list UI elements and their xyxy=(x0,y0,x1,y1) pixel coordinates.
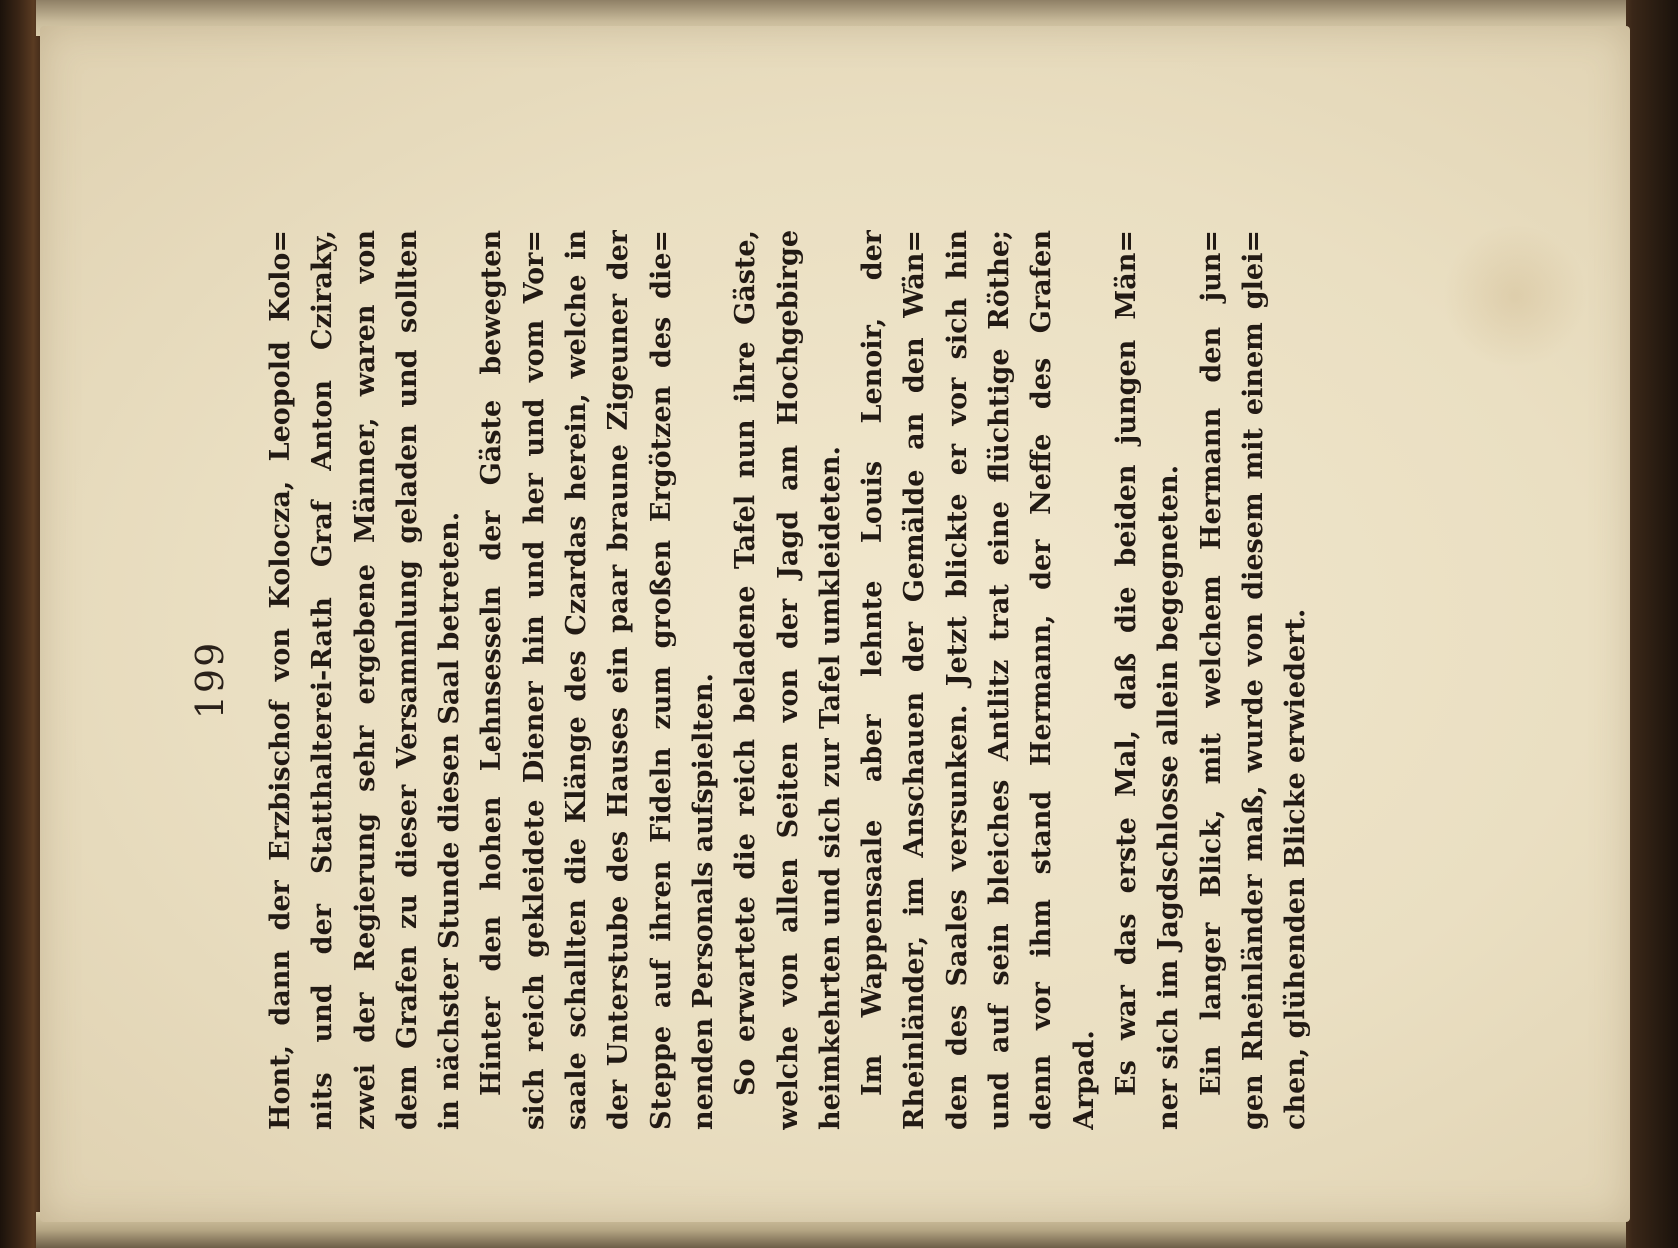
text-line: Arpad. xyxy=(1068,1030,1100,1130)
page-number: 199 xyxy=(188,640,232,720)
text-line: heimkehrten und sich zur Tafel umkleideten. xyxy=(814,446,846,1130)
text-line: chen, glühenden Blicke erwiedert. xyxy=(1280,608,1312,1130)
text-line: Ein langer Blick, mit welchem Hermann den jun= xyxy=(1195,230,1227,1096)
text-line: gen Rheinländer maß, wurde von diesem mit einem glei= xyxy=(1237,230,1269,1130)
text-line: dem Grafen zu dieser Versammlung geladen und sollten xyxy=(391,230,423,1130)
text-line: sich reich gekleidete Diener hin und her und vom Vor= xyxy=(518,230,550,1130)
text-line: zwei der Regierung sehr ergebene Männer, waren von xyxy=(349,230,381,1130)
text-line: der Unterstube des Hauses ein paar braune Zigeuner der xyxy=(603,230,635,1130)
text-line: Es war das erste Mal, daß die beiden jungen Män= xyxy=(1110,230,1142,1096)
text-line: denn vor ihm stand Hermann, der Neffe des Grafen xyxy=(1026,230,1058,1130)
text-line: nenden Personals aufspielten. xyxy=(687,673,719,1130)
paper-stain xyxy=(1440,226,1590,366)
text-line: nits und der Statthalterei-Rath Graf Anton Cziraky, xyxy=(307,230,339,1130)
page-text-area xyxy=(160,230,1310,1130)
text-line: welche von allen Seiten von der Jagd am Hochgebirge xyxy=(772,230,804,1130)
text-line: Im Wappensaale aber lehnte Louis Lenoir, der xyxy=(857,230,889,1096)
text-line: und auf sein bleiches Antlitz trat eine flüchtige Röthe; xyxy=(984,230,1016,1130)
text-line: Hinter den hohen Lehnsesseln der Gäste bewegten xyxy=(476,230,508,1096)
text-line: Rheinländer, im Anschauen der Gemälde an den Wän= xyxy=(899,230,931,1130)
text-line: Hont, dann der Erzbischof von Kolocza, Leopold Kolo= xyxy=(265,230,296,1130)
text-line: So erwartete die reich beladene Tafel nun ihre Gäste, xyxy=(730,230,762,1096)
text-line: Steppe auf ihren Fideln zum großen Ergötzen des die= xyxy=(645,230,677,1130)
text-line: saale schallten die Klänge des Czardas herein, welche in xyxy=(561,230,593,1130)
text-line: ner sich im Jagdschlosse allein begegneten. xyxy=(1153,464,1185,1130)
body-text xyxy=(260,230,1317,1130)
text-line: den des Saales versunken. Jetzt blickte er vor sich hin xyxy=(941,230,973,1130)
text-line: in nächster Stunde diesen Saal betreten. xyxy=(434,511,466,1130)
